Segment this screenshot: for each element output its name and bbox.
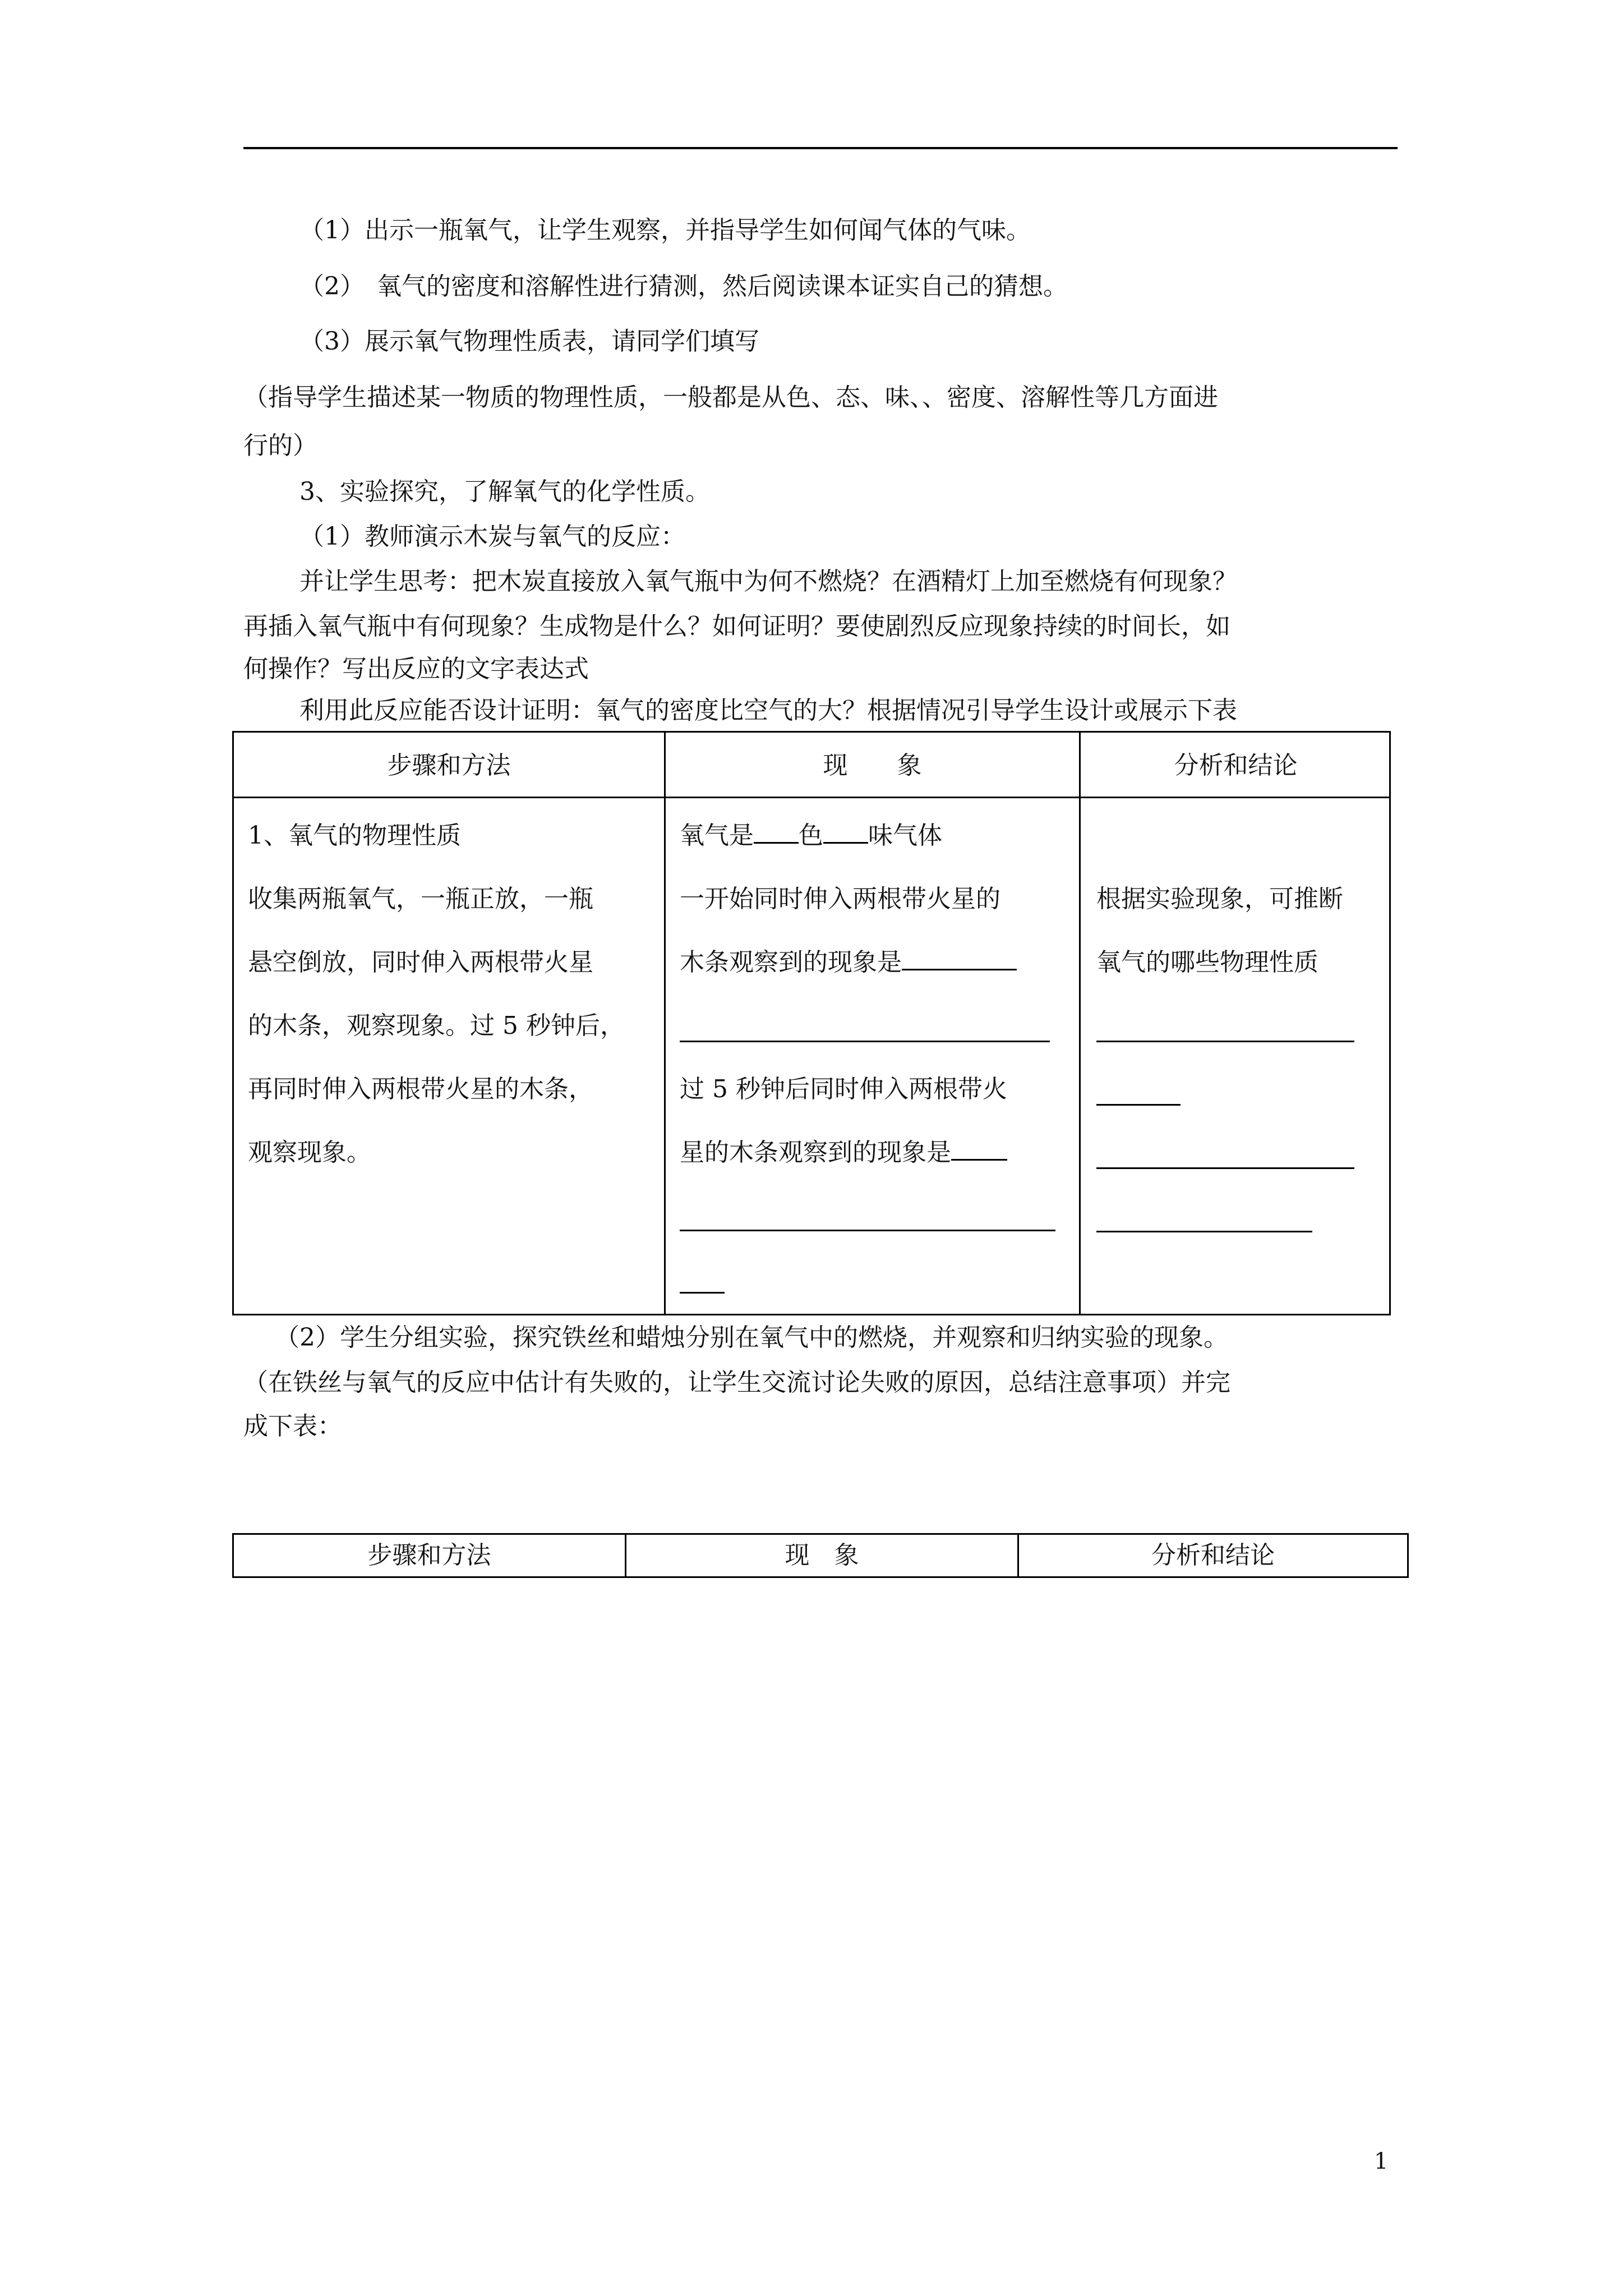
table1-analysis-line: 氧气的哪些物理性质 — [1096, 948, 1318, 977]
paragraph-5: 3、实验探究，了解氧气的化学性质。 — [299, 477, 710, 506]
fill-blank[interactable] — [680, 1292, 725, 1294]
fill-blank[interactable] — [680, 1041, 1050, 1042]
table2-header-steps: 步骤和方法 — [234, 1535, 626, 1576]
table2-header-analysis: 分析和结论 — [1151, 1541, 1275, 1570]
paragraph-9: （2）学生分组实验，探究铁丝和蜡烛分别在氧气中的燃烧，并观察和归纳实验的现象。 — [275, 1323, 1228, 1352]
table1-steps-line: 观察现象。 — [248, 1138, 371, 1167]
paragraph-7a: 并让学生思考：把木炭直接放入氧气瓶中为何不燃烧？在酒精灯上加至燃烧有何现象？ — [299, 567, 1237, 596]
fill-blank[interactable] — [1096, 1041, 1354, 1042]
table1-analysis-line: 根据实验现象，可推断 — [1096, 885, 1343, 913]
table1-header-phenomena: 现 象 — [666, 733, 1079, 798]
table1-phenomena-line3 — [680, 931, 1017, 994]
fill-blank[interactable] — [823, 820, 868, 844]
table1-steps-line: 收集两瓶氧气，一瓶正放，一瓶 — [248, 885, 593, 913]
table1-steps-line: 悬空倒放，同时伸入两根带火星 — [248, 948, 593, 977]
text-fragment: 色 — [799, 821, 823, 850]
experiment-table-1 — [232, 731, 1391, 1315]
table1-col-steps — [234, 733, 666, 1314]
table1-header-steps: 步骤和方法 — [234, 733, 664, 798]
paragraph-7c: 何操作？写出反应的文字表达式 — [243, 655, 589, 683]
page-number: 1 — [1374, 2148, 1389, 2174]
paragraph-4a: （指导学生描述某一物质的物理性质，一般都是从色、态、味、、密度、溶解性等几方面进 — [243, 383, 1218, 412]
table1-col-phenomena — [666, 733, 1081, 1314]
table1-phenomena-line5: 过 5 秒钟后同时伸入两根带火 — [680, 1075, 1007, 1103]
paragraph-3: （3）展示氧气物理性质表，请同学们填写 — [299, 327, 759, 356]
fill-blank[interactable] — [680, 1230, 1055, 1231]
table1-phenomena-line1 — [680, 804, 942, 867]
table1-steps-line: 1、氧气的物理性质 — [248, 821, 461, 850]
table1-steps-line: 的木条，观察现象。过 5 秒钟后， — [248, 1011, 625, 1040]
paragraph-7b: 再插入氧气瓶中有何现象？生成物是什么？如何证明？要使剧烈反应现象持续的时间长，如 — [243, 612, 1230, 641]
text-fragment: 木条观察到的现象是 — [680, 948, 902, 977]
table1-col-analysis — [1081, 733, 1391, 1314]
table1-phenomena-line6 — [680, 1121, 1007, 1184]
table1-phenomena-line2: 一开始同时伸入两根带火星的 — [680, 885, 1000, 913]
fill-blank[interactable] — [1096, 1104, 1181, 1106]
paragraph-4b: 行的） — [243, 431, 317, 460]
fill-blank[interactable] — [754, 820, 799, 844]
table2-header-phenomena: 现 象 — [626, 1535, 1019, 1576]
fill-blank[interactable] — [951, 1137, 1007, 1161]
paragraph-6: （1）教师演示木炭与氧气的反应： — [299, 522, 685, 551]
table1-header-analysis: 分析和结论 — [1081, 733, 1391, 798]
experiment-table-2 — [232, 1533, 1409, 1578]
fill-blank[interactable] — [902, 946, 1017, 970]
paragraph-10a: （在铁丝与氧气的反应中估计有失败的，让学生交流讨论失败的原因，总结注意事项）并完 — [243, 1368, 1230, 1397]
text-fragment: 味气体 — [868, 821, 942, 850]
paragraph-2: （2） 氧气的密度和溶解性进行猜测，然后阅读课本证实自己的猜想。 — [299, 272, 1068, 301]
fill-blank[interactable] — [1096, 1167, 1354, 1169]
paragraph-1: （1）出示一瓶氧气，让学生观察，并指导学生如何闻气体的气味。 — [299, 216, 1031, 245]
fill-blank[interactable] — [1096, 1231, 1312, 1232]
paragraph-10b: 成下表： — [243, 1412, 342, 1441]
table1-steps-line: 再同时伸入两根带火星的木条， — [248, 1075, 593, 1103]
text-fragment: 氧气是 — [680, 821, 754, 850]
paragraph-8: 利用此反应能否设计证明：氧气的密度比空气的大？根据情况引导学生设计或展示下表 — [299, 696, 1237, 725]
text-fragment: 星的木条观察到的现象是 — [680, 1138, 951, 1167]
header-rule — [243, 147, 1398, 149]
